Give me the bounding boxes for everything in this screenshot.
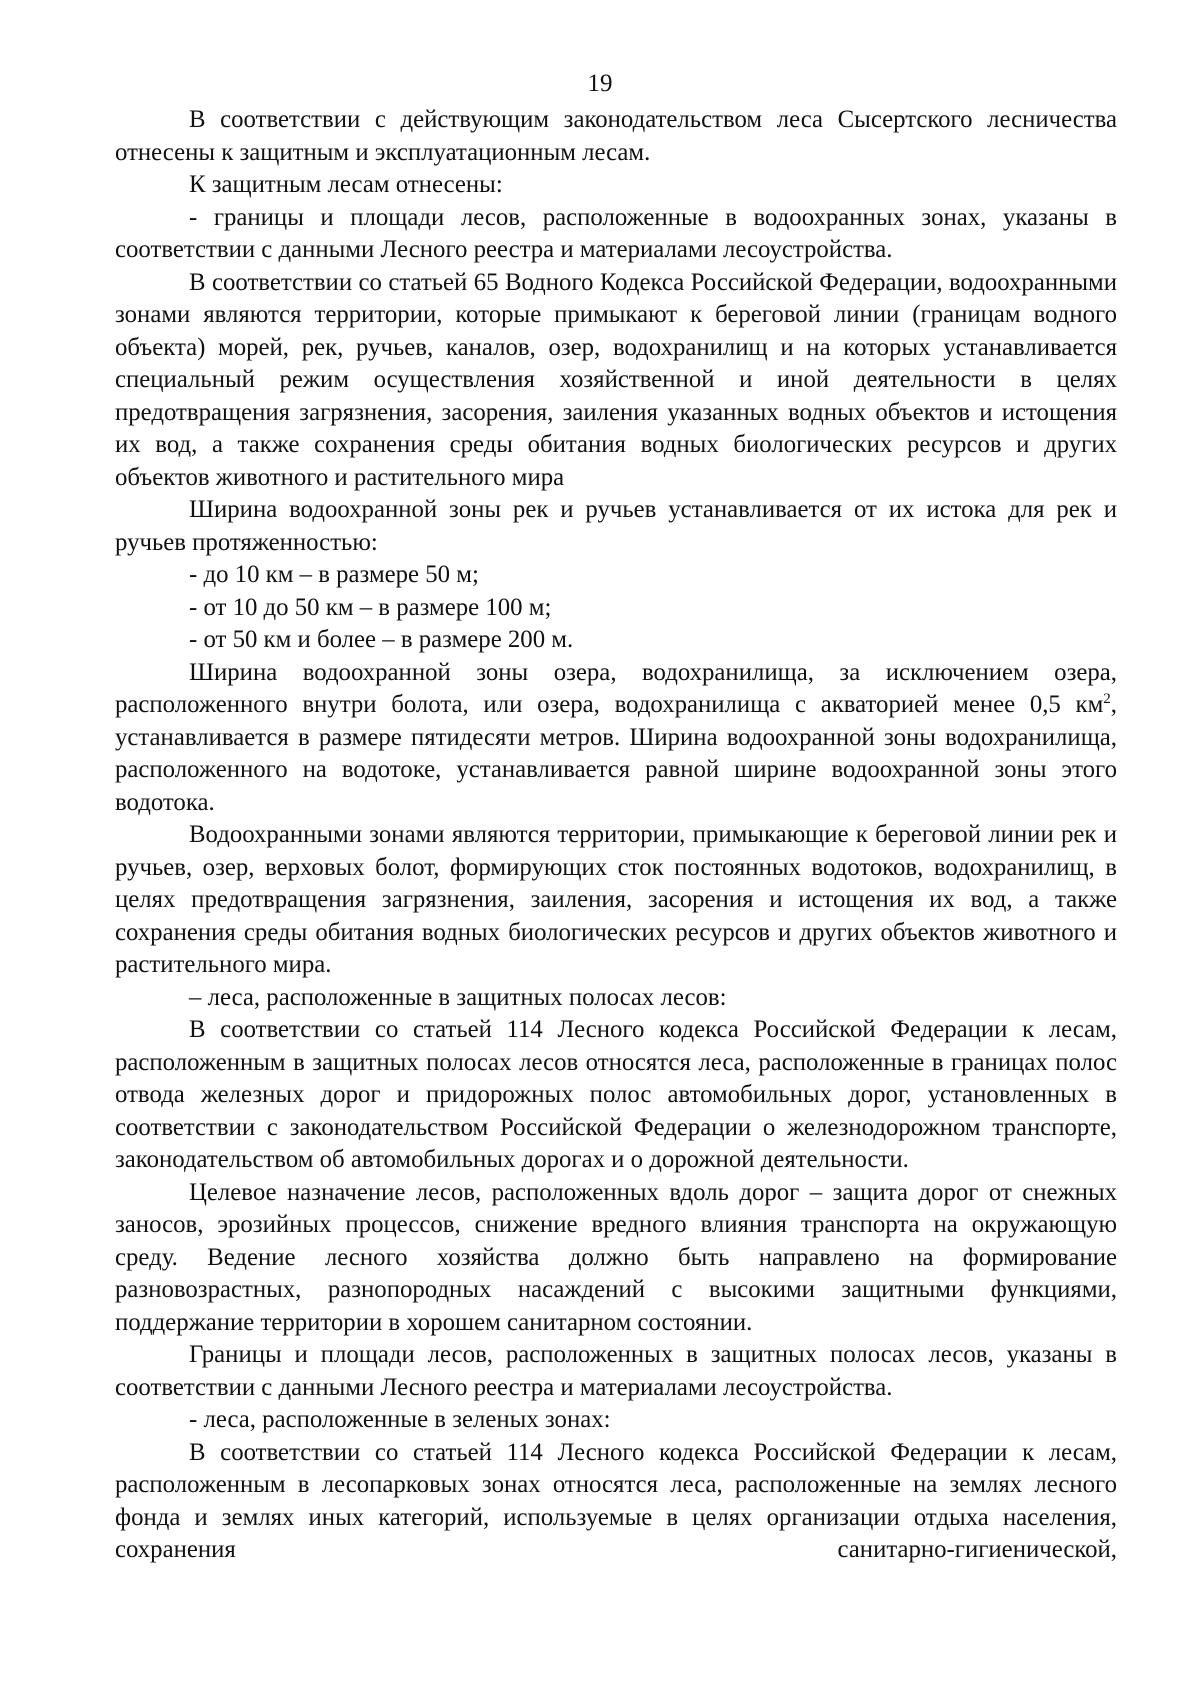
paragraph-river-zone-width: Ширина водоохранной зоны рек и ручьев устанавливается от их истока для рек и ручьев протяженностью: <box>115 496 1117 556</box>
list-item-10-to-50km: - от 10 до 50 км – в размере 100 м; <box>189 593 552 621</box>
list-item-protective-strips: – леса, расположенные в защитных полосах лесов: <box>189 983 727 1011</box>
document-body <box>115 104 1117 1567</box>
paragraph-roadside-forest-purpose: Целевое назначение лесов, расположенных вдоль дорог – защита дорог от снежных заносов, эрозийных процессов, снижение вредного влияния транспорта на окружающую среду. Ведение лесного хозяйства должно быть направлено на формирование разновозрастных, разнопородных насаждений с высокими защитными функциями, поддержание территории в хорошем санитарном состоянии. <box>115 1178 1117 1336</box>
lake-zone-text-end: , устанавливается в размере пятидесяти метров. Ширина водоохранной зоны водохранилища, расположенного на водотоке, устанавливается равной ширине водоохранной зоны этого водотока. <box>115 691 1117 816</box>
lake-zone-text-start: Ширина водоохранной зоны озера, водохранилища, за исключением озера, расположенного внутри болота, или озера, водохранилища с акваторией менее 0,5 км <box>115 658 1117 718</box>
paragraph-lake-zone-width <box>115 657 1117 820</box>
page-number: 19 <box>587 70 613 97</box>
list-item-50km-and-more: - от 50 км и более – в размере 200 м. <box>189 626 574 653</box>
superscript-2: 2 <box>1103 691 1111 707</box>
list-item-green-zones: - леса, расположенные в зеленых зонах: <box>189 1406 611 1433</box>
paragraph-protective-forests-heading: К защитным лесам отнесены: <box>189 171 503 198</box>
paragraph-water-protection-definition: Водоохранными зонами являются территории, примыкающие к береговой линии рек и ручьев, озер, верховых болот, формирующих сток постоянных водотоков, водохранилищ, в целях предотвращения загрязнения, заиления, засорения и истощения их вод, а также сохранения среды обитания водных биологических ресурсов и других объектов животного и растительного мира. <box>115 821 1117 978</box>
paragraph-water-code-article-65: В соответствии со статьей 65 Водного Кодекса Российской Федерации, водоохранными зонами являются территории, которые примыкают к береговой линии (границам водного объекта) морей, рек, ручьев, каналов, озер, водохранилищ и на которых устанавливается специальный режим осуществления хозяйственной и иной деятельности в целях предотвращения загрязнения, засорения, заиления указанных водных объектов и истощения их вод, а также сохранения среды обитания водных биологических ресурсов и других объектов животного и растительного мира <box>115 268 1117 491</box>
list-item-up-to-10km: - до 10 км – в размере 50 м; <box>189 561 479 588</box>
paragraph-forest-code-article-114-strips: В соответствии со статьей 114 Лесного кодекса Российской Федерации к лесам, расположенным в защитных полосах лесов относятся леса, расположенные в границах полос отвода железных дорог и придорожных полос автомобильных дорог, установленных в соответствии с законодательством Российской Федерации о железнодорожном транспорте, законодательством об автомобильных дорогах и о дорожной деятельности. <box>115 1016 1117 1173</box>
paragraph-protective-strips-boundaries: Границы и площади лесов, расположенных в защитных полосах лесов, указаны в соответствии с данными Лесного реестра и материалами лесоустройства. <box>115 1341 1117 1401</box>
list-item-water-protection-zones: - границы и площади лесов, расположенные в водоохранных зонах, указаны в соответствии с данными Лесного реестра и материалами лесоустройства. <box>115 203 1117 263</box>
paragraph-forest-code-article-114-parks: В соответствии со статьей 114 Лесного кодекса Российской Федерации к лесам, расположенным в лесопарковых зонах относятся леса, расположенные на землях лесного фонда и землях иных категорий, используемые в целях организации отдыха населения, сохранения санитарно-гигиенической, <box>115 1438 1117 1563</box>
paragraph-forest-classification: В соответствии с действующим законодательством леса Сысертского лесничества отнесены к защитным и эксплуатационным лесам. <box>115 106 1117 166</box>
